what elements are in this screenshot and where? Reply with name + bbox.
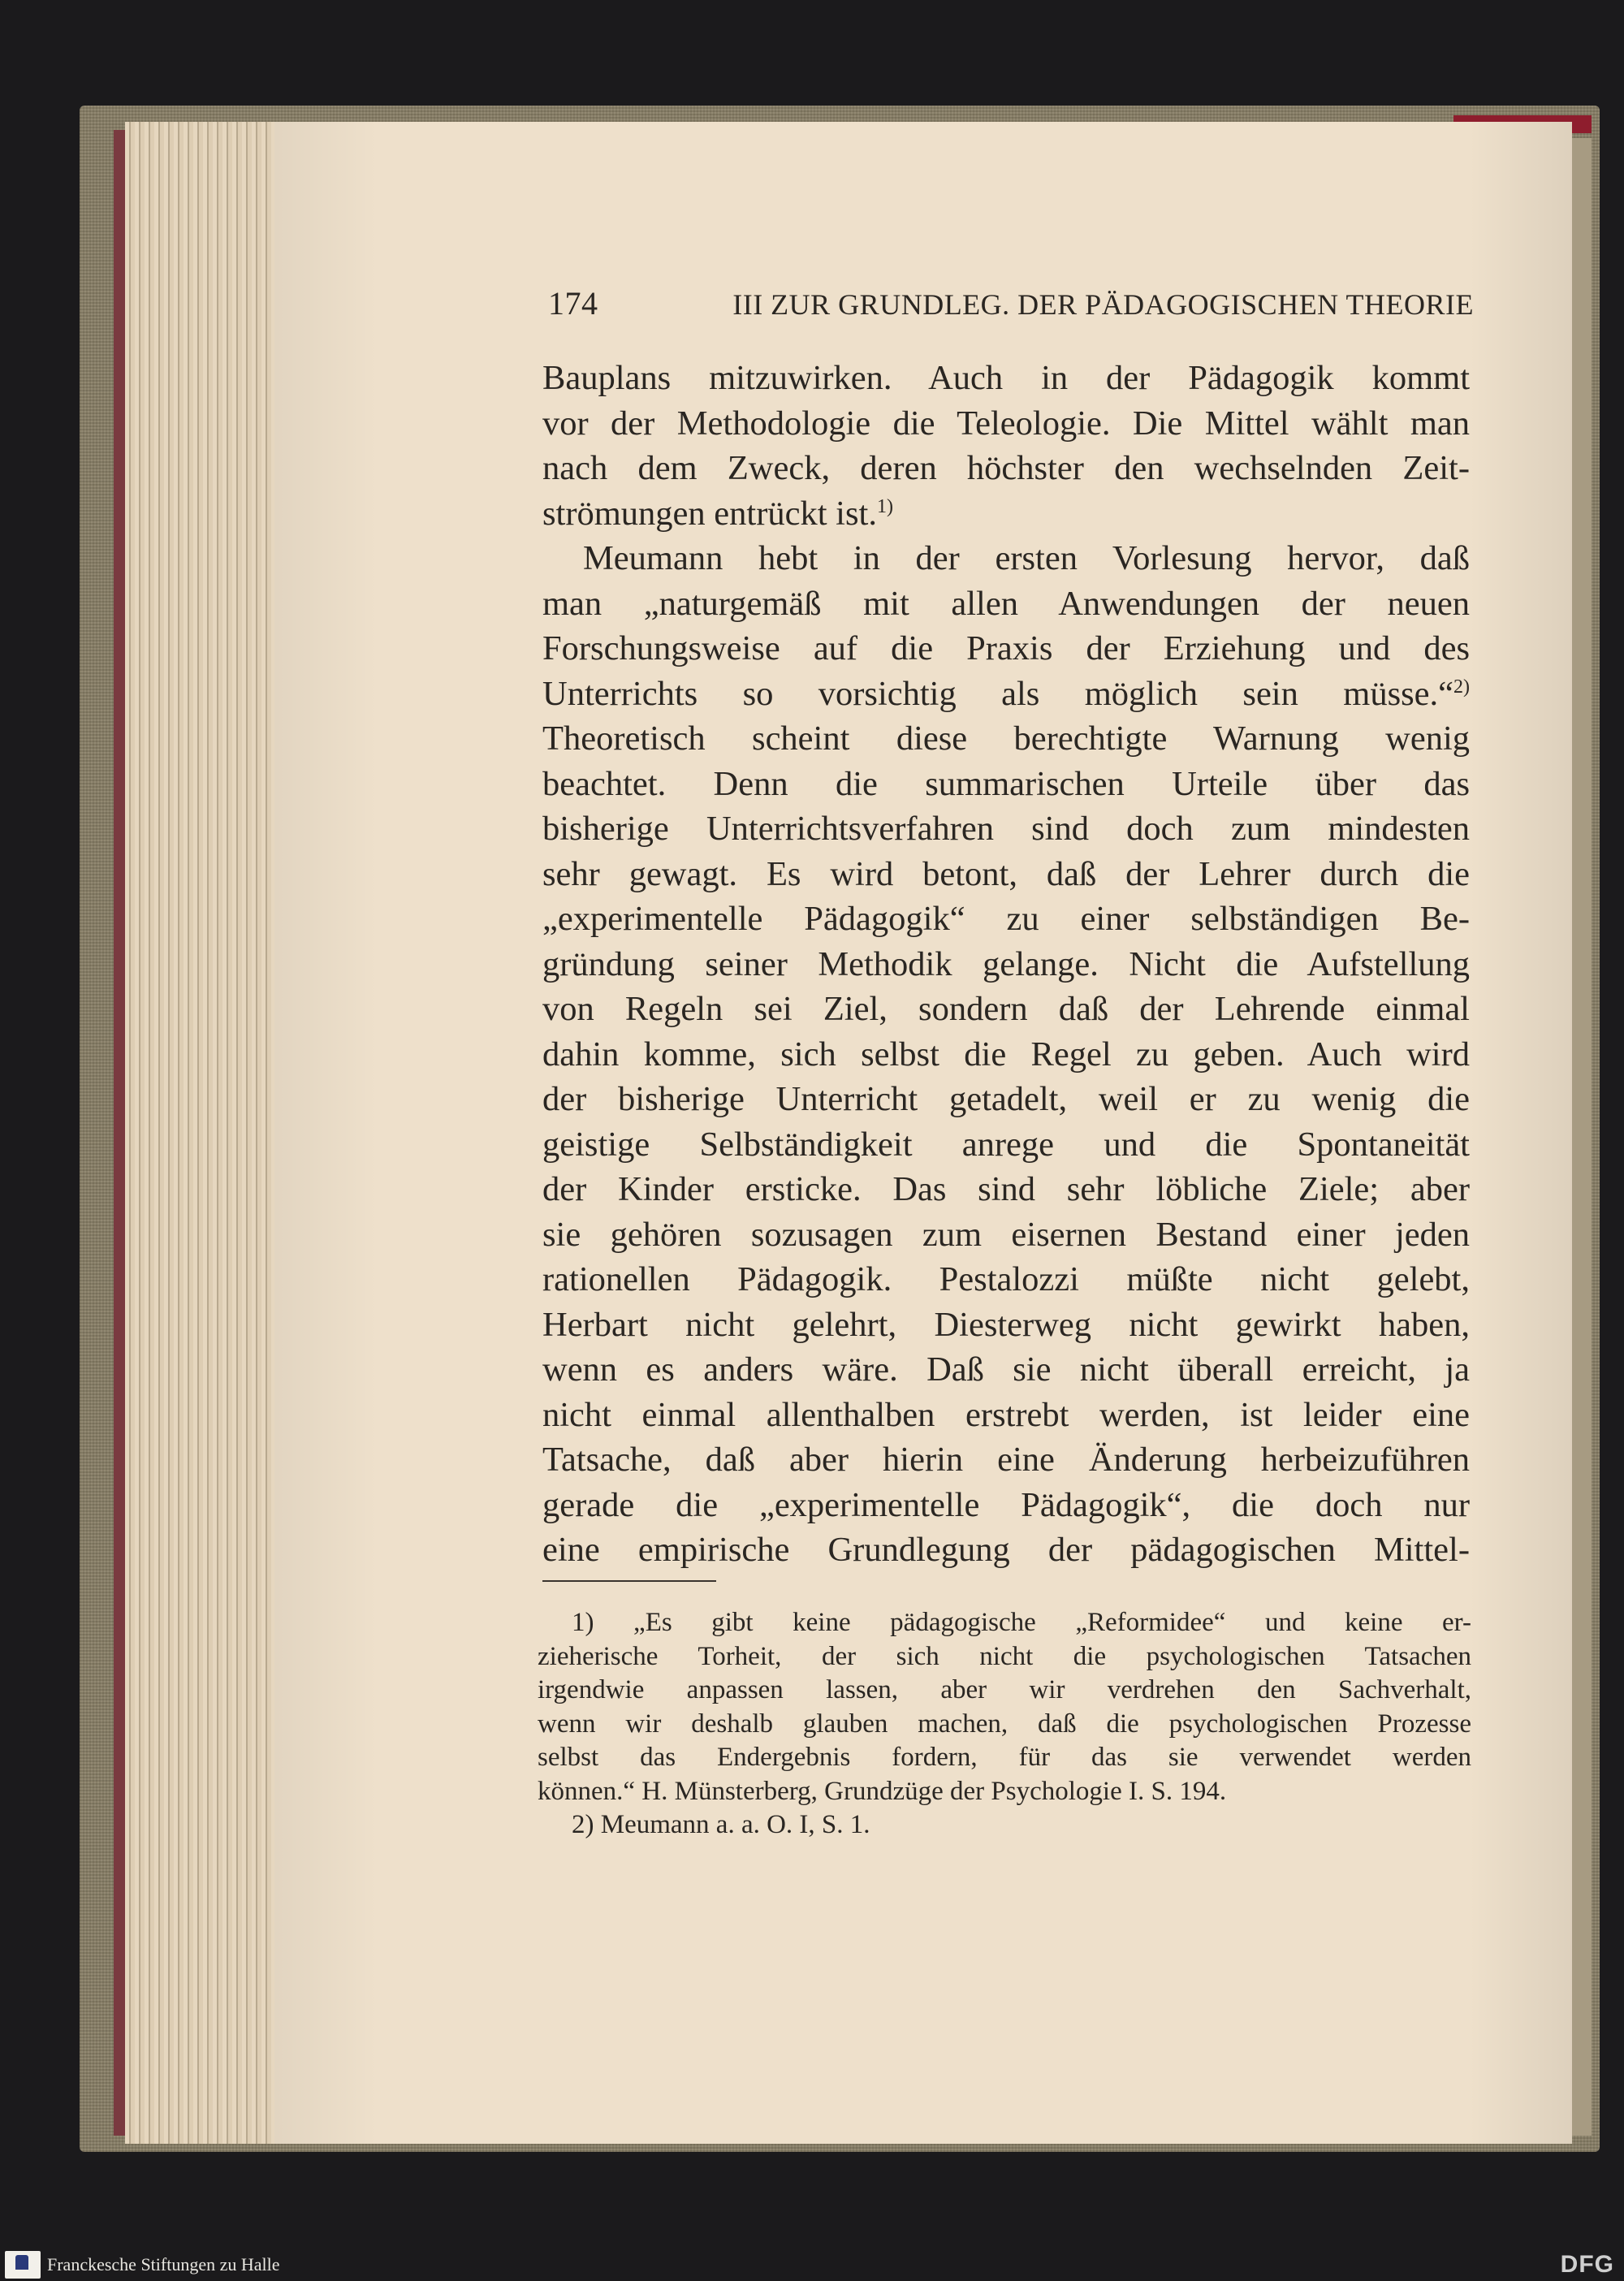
text-line: man „naturgemäß mit allen Anwendungen der neuen <box>542 584 1470 623</box>
body-text <box>542 356 1470 1573</box>
text-line-content: strömungen entrückt ist. <box>542 494 877 533</box>
footnote-line: wenn wir deshalb glauben machen, daß die psychologischen Prozesse <box>538 1709 1471 1739</box>
text-line: beachtet. Denn die summarischen Urteile über das <box>542 764 1470 803</box>
text-line: der Kinder ersticke. Das sind sehr löbliche Ziele; aber <box>542 1170 1470 1208</box>
text-line <box>542 672 1470 717</box>
page-gutter <box>1572 138 1592 2136</box>
text-line: gründung seiner Methodik gelange. Nicht die Aufstellung <box>542 944 1470 983</box>
text-line: Theoretisch scheint diese berechtigte Warnung wenig <box>542 719 1470 758</box>
text-line: sie gehören sozusagen zum eisernen Bestand einer jeden <box>542 1215 1470 1254</box>
footnote-line: zieherische Torheit, der sich nicht die psychologischen Tatsachen <box>538 1641 1471 1671</box>
footnote-rule <box>542 1580 716 1582</box>
text-line: „experimentelle Pädagogik“ zu einer selbständigen Be- <box>542 900 1470 938</box>
text-line: rationellen Pädagogik. Pestalozzi müßte nicht gelebt, <box>542 1260 1470 1298</box>
text-line: Meumann hebt in der ersten Vorlesung hervor, daß <box>583 539 1470 577</box>
text-line: geistige Selbständigkeit anrege und die Spontaneität <box>542 1125 1470 1164</box>
text-line: eine empirische Grundlegung der pädagogischen Mittel- <box>542 1531 1470 1569</box>
footnote-line: selbst das Endergebnis fordern, für das sie verwendet werden <box>538 1743 1471 1772</box>
book-spine-edge <box>114 130 125 2136</box>
text-line: sehr gewagt. Es wird betont, daß der Lehrer durch die <box>542 854 1470 893</box>
text-line: dahin komme, sich selbst die Regel zu geben. Auch wird <box>542 1035 1470 1074</box>
text-line: Herbart nicht gelehrt, Diesterweg nicht gewirkt haben, <box>542 1305 1470 1344</box>
text-line-content: Unterrichts so vorsichtig als möglich sein müsse.“ <box>542 674 1453 713</box>
text-line: der bisherige Unterricht getadelt, weil er zu wenig die <box>542 1080 1470 1118</box>
text-line: bisherige Unterrichtsverfahren sind doch zum mindesten <box>542 810 1470 848</box>
footnote-ref-2: 2) <box>1453 676 1470 698</box>
text-line <box>542 491 1470 537</box>
text-line: vor der Methodologie die Teleologie. Die Mittel wählt man <box>542 404 1470 443</box>
running-header <box>548 284 1474 325</box>
footnotes <box>538 1606 1471 1843</box>
text-line: wenn es anders wäre. Daß sie nicht überall erreicht, ja <box>542 1350 1470 1389</box>
text-line: nicht einmal allenthalben erstrebt werden, ist leider eine <box>542 1395 1470 1434</box>
dfg-logo: DFG <box>1560 2251 1614 2278</box>
text-line: Forschungsweise auf die Praxis der Erziehung und des <box>542 629 1470 667</box>
footnote-line: 1) „Es gibt keine pädagogische „Reformidee“ und keine er- <box>572 1608 1471 1637</box>
footnote-line: 2) Meumann a. a. O. I, S. 1. <box>572 1810 870 1839</box>
text-line: nach dem Zweck, deren höchster den wechselnden Zeit- <box>542 449 1470 487</box>
text-line: Bauplans mitzuwirken. Auch in der Pädagogik kommt <box>542 359 1470 397</box>
institution-name: Franckesche Stiftungen zu Halle <box>47 2254 280 2275</box>
institution-logo-mark-icon <box>15 2255 28 2270</box>
footnote-line: irgendwie anpassen lassen, aber wir verdrehen den Sachverhalt, <box>538 1675 1471 1704</box>
page-edges <box>125 122 279 2144</box>
footnote-ref-1: 1) <box>876 495 893 517</box>
text-line: von Regeln sei Ziel, sondern daß der Lehrende einmal <box>542 990 1470 1028</box>
text-line: gerade die „experimentelle Pädagogik“, die doch nur <box>542 1485 1470 1524</box>
footnote-line: können.“ H. Münsterberg, Grundzüge der Psychologie I. S. 194. <box>538 1776 1227 1806</box>
page-number: 174 <box>548 285 598 322</box>
text-line: Tatsache, daß aber hierin eine Änderung herbeizuführen <box>542 1441 1470 1479</box>
running-title: III ZUR GRUNDLEG. DER PÄDAGOGISCHEN THEORIE <box>732 288 1474 321</box>
